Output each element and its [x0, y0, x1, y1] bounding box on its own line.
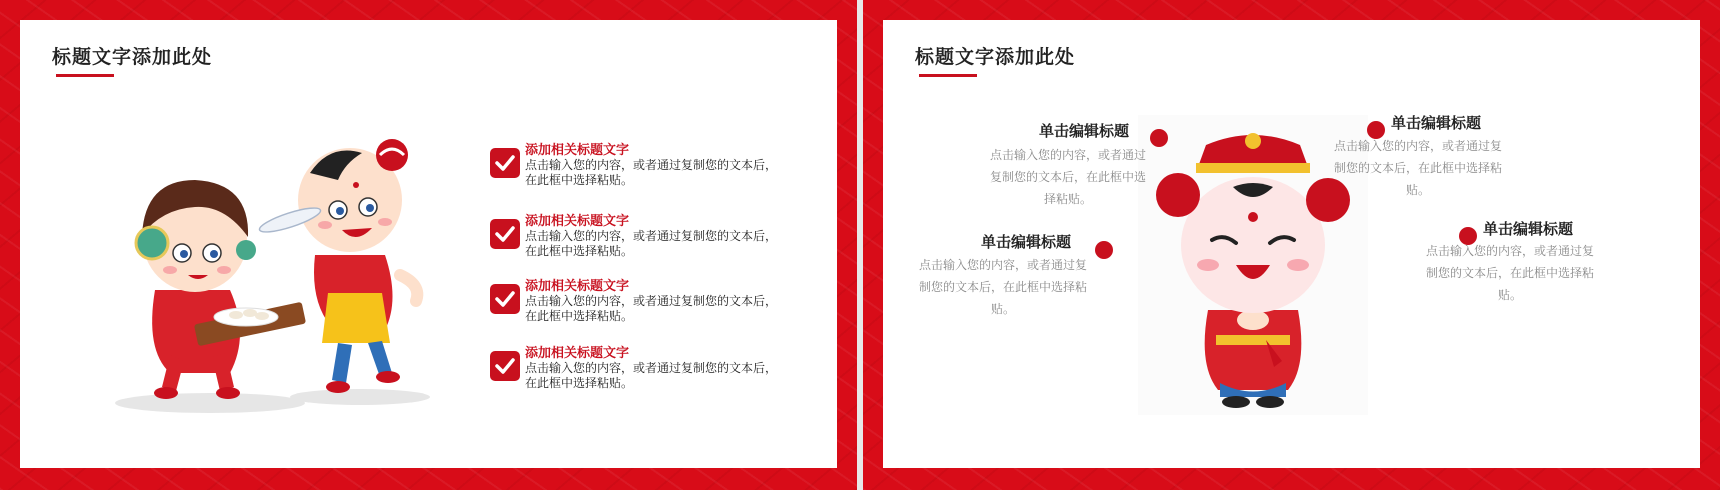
feature-2-line1: 点击输入您的内容，或者通过复	[918, 258, 1087, 272]
check-item-body-line2[interactable]: 在此框中选择粘贴。	[525, 244, 634, 258]
feature-1-heading[interactable]: 单击编辑标题	[1039, 122, 1130, 140]
feature-3-body[interactable]	[1323, 135, 1513, 201]
feature-2-line3: 贴。	[990, 302, 1015, 316]
slide-1	[0, 0, 857, 490]
check-item-heading[interactable]: 添加相关标题文字	[525, 143, 630, 158]
feature-3-line3: 贴。	[1405, 183, 1430, 197]
feature-4-line3: 贴。	[1497, 288, 1522, 302]
feature-4-line2: 制您的文本后，在此框中选择粘	[1425, 266, 1594, 280]
feature-4-line1: 点击输入您的内容，或者通过复	[1425, 244, 1594, 258]
check-item-body-line2[interactable]: 在此框中选择粘贴。	[525, 173, 634, 187]
check-icon	[490, 351, 520, 381]
check-icon	[490, 148, 520, 178]
check-item-body-line1[interactable]: 点击输入您的内容，或者通过复制您的文本后，	[525, 229, 778, 243]
slide-2	[863, 0, 1720, 490]
feature-1-line2: 复制您的文本后，在此框中选	[989, 170, 1146, 184]
slide-1-content-panel	[20, 20, 837, 468]
slide-1-title[interactable]: 标题文字添加此处	[52, 46, 213, 68]
check-item-heading[interactable]: 添加相关标题文字	[525, 214, 630, 229]
feature-3-line2: 制您的文本后，在此框中选择粘	[1333, 161, 1502, 175]
check-icon	[490, 219, 520, 249]
title-underline	[56, 74, 114, 77]
feature-2-line2: 制您的文本后，在此框中选择粘	[918, 280, 1087, 294]
check-item-heading[interactable]: 添加相关标题文字	[525, 346, 630, 361]
slide-2-content-panel	[883, 20, 1700, 468]
check-item-body-line1[interactable]: 点击输入您的内容，或者通过复制您的文本后，	[525, 158, 778, 172]
check-item-body-line2[interactable]: 在此框中选择粘贴。	[525, 309, 634, 323]
feature-3-line1: 点击输入您的内容，或者通过复	[1333, 139, 1502, 153]
check-item-body-line1[interactable]: 点击输入您的内容，或者通过复制您的文本后，	[525, 361, 778, 375]
feature-1-line3: 择粘贴。	[1043, 192, 1092, 206]
feature-1-line1: 点击输入您的内容，或者通过	[989, 148, 1146, 162]
slide-2-title[interactable]: 标题文字添加此处	[915, 46, 1076, 68]
check-item-body-line1[interactable]: 点击输入您的内容，或者通过复制您的文本后，	[525, 294, 778, 308]
check-item-body-line2[interactable]: 在此框中选择粘贴。	[525, 376, 634, 390]
check-icon	[490, 284, 520, 314]
bullet-dot-icon	[1095, 241, 1113, 259]
feature-1-body[interactable]	[983, 144, 1153, 210]
check-item-heading[interactable]: 添加相关标题文字	[525, 279, 630, 294]
title-underline	[919, 74, 977, 77]
feature-2-body[interactable]	[913, 254, 1093, 320]
feature-2-heading[interactable]: 单击编辑标题	[981, 233, 1072, 251]
feature-4-body[interactable]	[1415, 240, 1605, 306]
feature-3-heading[interactable]: 单击编辑标题	[1391, 114, 1482, 132]
feature-4-heading[interactable]: 单击编辑标题	[1483, 220, 1574, 238]
kids-illustration	[100, 125, 460, 425]
